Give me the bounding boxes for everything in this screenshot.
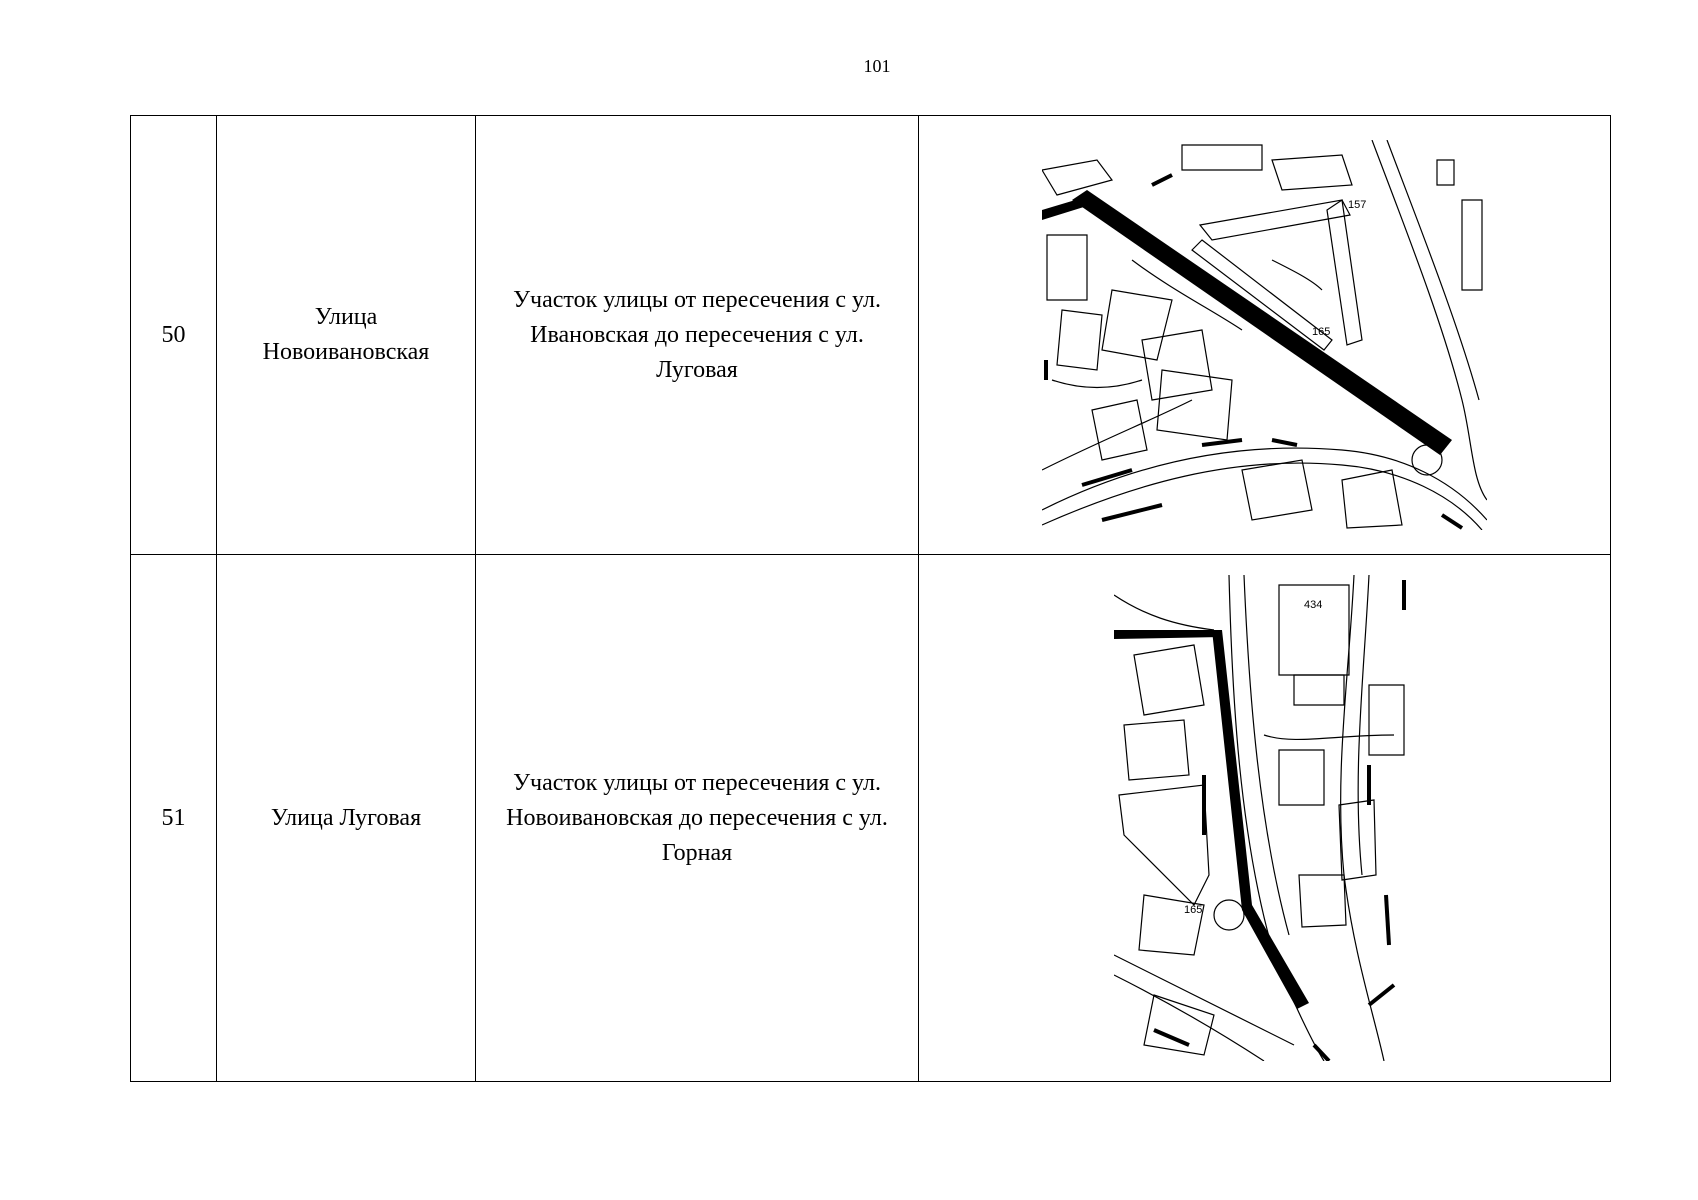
street-name: Улица Луговая bbox=[217, 555, 476, 1082]
street-map-image bbox=[1042, 140, 1487, 530]
page-number: 101 bbox=[863, 56, 891, 76]
row-number: 50 bbox=[131, 116, 217, 555]
map-label: 165 bbox=[1312, 326, 1331, 338]
street-map-image bbox=[1114, 575, 1416, 1061]
map-label: 165 bbox=[1183, 904, 1202, 916]
table-row bbox=[131, 555, 1611, 1082]
map-cell bbox=[919, 555, 1611, 1082]
segment-description: Участок улицы от пересечения с ул. Ивановская до пересечения с ул. Луговая bbox=[476, 116, 919, 555]
roads-table bbox=[130, 115, 1611, 1082]
street-name: Улица Новоивановская bbox=[217, 116, 476, 555]
map-label: 157 bbox=[1348, 199, 1367, 211]
row-number: 51 bbox=[131, 555, 217, 1082]
segment-description: Участок улицы от пересечения с ул. Новоивановская до пересечения с ул. Горная bbox=[476, 555, 919, 1082]
map-cell bbox=[919, 116, 1611, 555]
map-label: 434 bbox=[1303, 599, 1322, 611]
table-row bbox=[131, 116, 1611, 555]
